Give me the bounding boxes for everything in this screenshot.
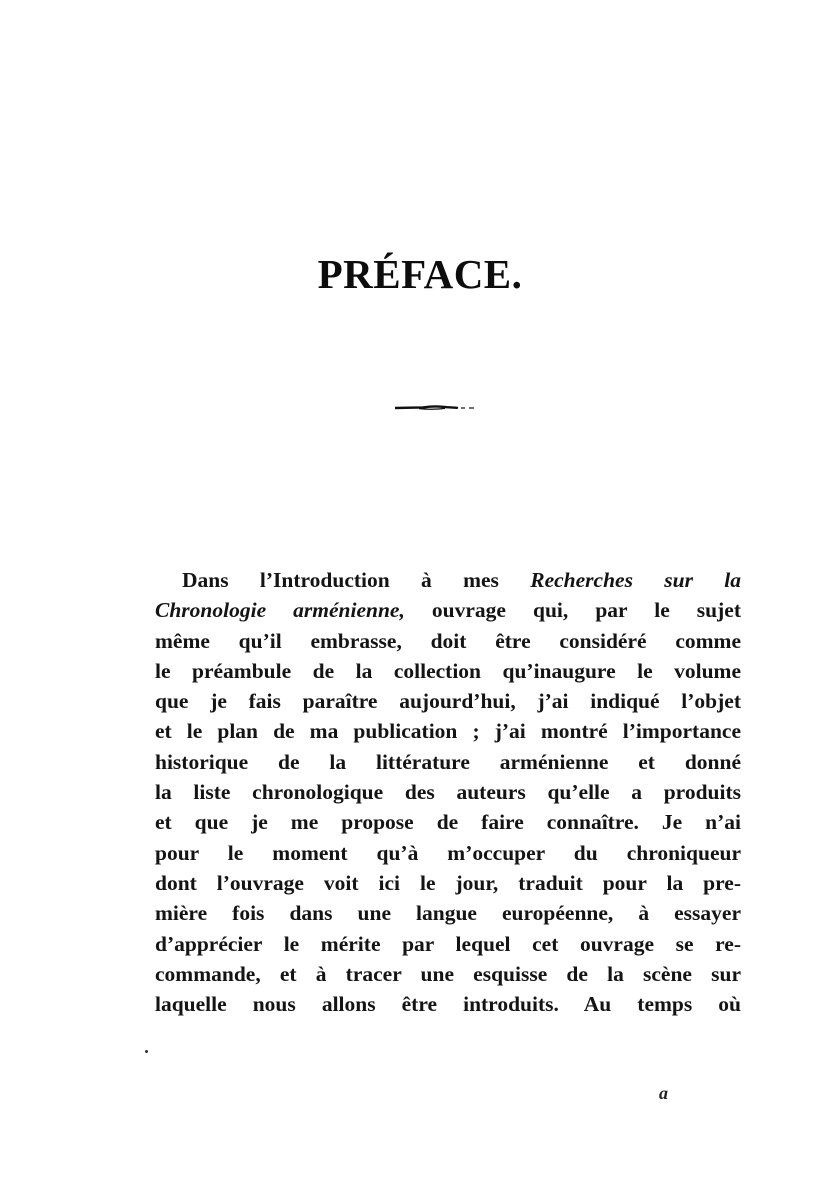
book-title-italic: Recherches sur la: [530, 568, 741, 592]
text-line: [155, 565, 741, 595]
line-text: ouvrage qui, par le sujet: [404, 598, 741, 623]
text-line: [155, 807, 741, 837]
line-text: même qu’il embrasse, doit être considéré comme: [155, 628, 741, 653]
text-line: [155, 686, 741, 716]
text-line: [155, 656, 741, 686]
line-text: dont l’ouvrage voit ici le jour, traduit pour la pre-: [155, 870, 741, 895]
text-line: [155, 626, 741, 656]
line-text: d’apprécier le mérite par lequel cet ouvrage se re-: [155, 931, 741, 956]
text-line: [155, 716, 741, 746]
line-text: et le plan de ma publication ; j’ai montré l’importance: [155, 719, 741, 744]
ornament-rule: [395, 404, 475, 412]
text-line: [155, 868, 741, 898]
text-line: [155, 747, 741, 777]
text-line: [155, 838, 741, 868]
line-text: et que je me propose de faire connaître. Je n’ai: [155, 810, 741, 835]
text-line: [155, 777, 741, 807]
line-text: pour le moment qu’à m’occuper du chroniqueur: [155, 840, 741, 865]
signature-mark: a: [659, 1083, 668, 1103]
line-text: laquelle nous allons être introduits. Au temps où: [155, 992, 741, 1017]
text-line: [155, 929, 741, 959]
text-line: [155, 595, 741, 625]
text-line: [155, 989, 741, 1019]
text-line: [155, 959, 741, 989]
line-text: la liste chronologique des auteurs qu’elle a produits: [155, 780, 741, 805]
text-line: [155, 898, 741, 928]
line-text: que je fais paraître aujourd’hui, j’ai indiqué l’objet: [155, 689, 741, 714]
line-text: mière fois dans une langue européenne, à essayer: [155, 901, 741, 926]
line-text: le préambule de la collection qu’inaugure le volume: [155, 658, 741, 683]
margin-mark: [145, 1050, 148, 1053]
preface-paragraph: [155, 565, 741, 1019]
line-text: commande, et à tracer une esquisse de la scène sur: [155, 961, 741, 986]
line-text: historique de la littérature arménienne et donné: [155, 749, 741, 774]
book-title-italic: Chronologie arménienne,: [155, 598, 405, 623]
page-title: PRÉFACE.: [317, 251, 523, 297]
line-text: Dans l’Introduction à mes: [182, 568, 531, 592]
